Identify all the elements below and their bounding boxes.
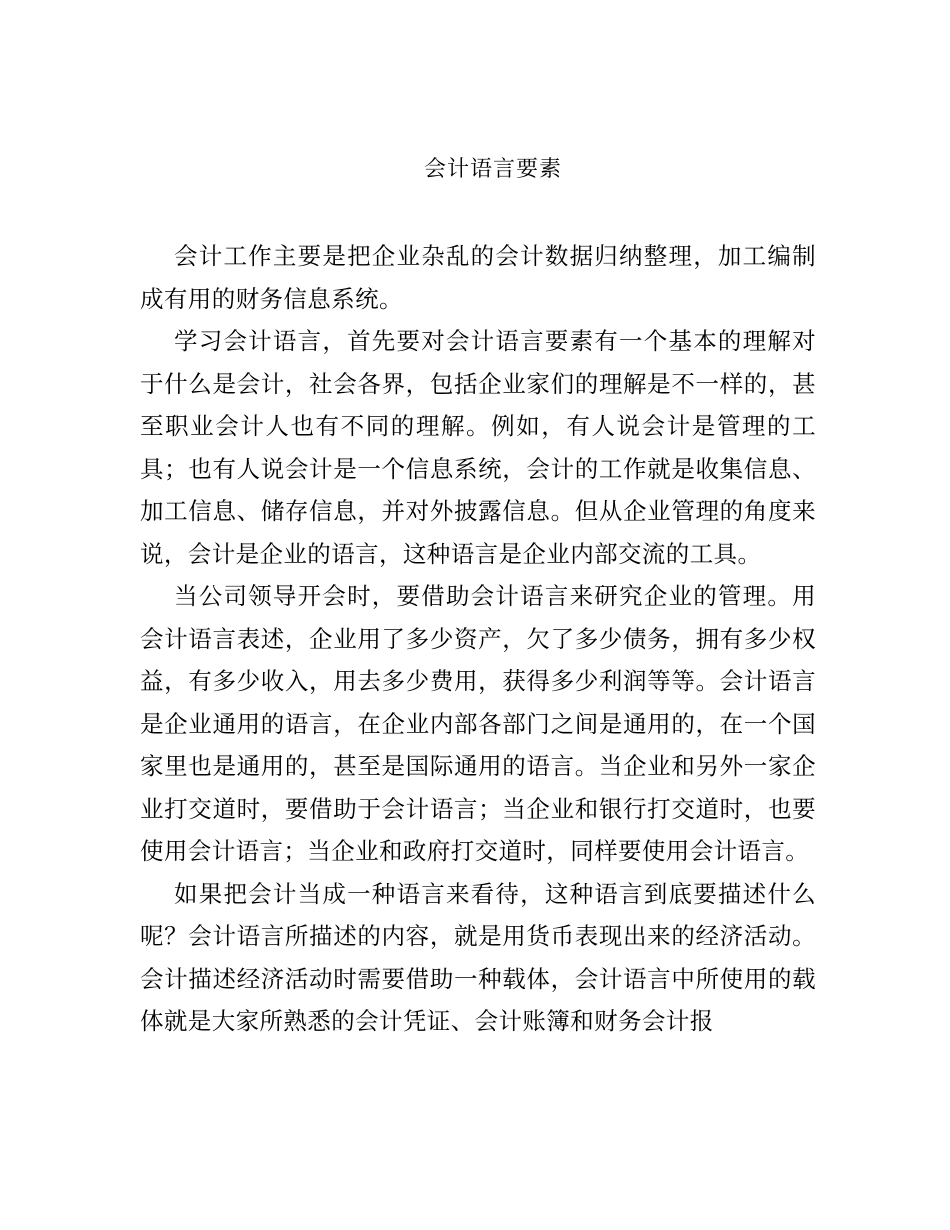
- paragraph-2: 学习会计语言，首先要对会计语言要素有一个基本的理解对于什么是会计，社会各界，包括企业家们的理解是不一样的，甚至职业会计人也有不同的理解。例如，有人说会计是管理的工具；也有人说会计是一个信息系统，会计的工作就是收集信息、加工信息、储存信息，并对外披露信息。但从企业管理的角度来说，会计是企业的语言，这种语言是企业内部交流的工具。: [140, 327, 816, 568]
- paragraph-3: 当公司领导开会时，要借助会计语言来研究企业的管理。用会计语言表述，企业用了多少资产，欠了多少债务，拥有多少权益，有多少收入，用去多少费用，获得多少利润等等。会计语言是企业通用的语言，在企业内部各部门之间是通用的，在一个国家里也是通用的，甚至是国际通用的语言。当企业和另外一家企业打交道时，要借助于会计语言；当企业和银行打交道时，也要使用会计语言；当企业和政府打交道时，同样要使用会计语言。: [140, 582, 816, 865]
- paragraph-4: 如果把会计当成一种语言来看待，这种语言到底要描述什么呢？会计语言所描述的内容，就是用货币表现出来的经济活动。会计描述经济活动时需要借助一种载体，会计语言中所使用的载体就是大家所熟悉的会计凭证、会计账簿和财务会计报: [140, 879, 816, 1035]
- paragraph-1: 会计工作主要是把企业杂乱的会计数据归纳整理，加工编制成有用的财务信息系统。: [140, 242, 816, 313]
- document-body: [140, 235, 816, 1043]
- document-title: 会计语言要素: [423, 157, 562, 182]
